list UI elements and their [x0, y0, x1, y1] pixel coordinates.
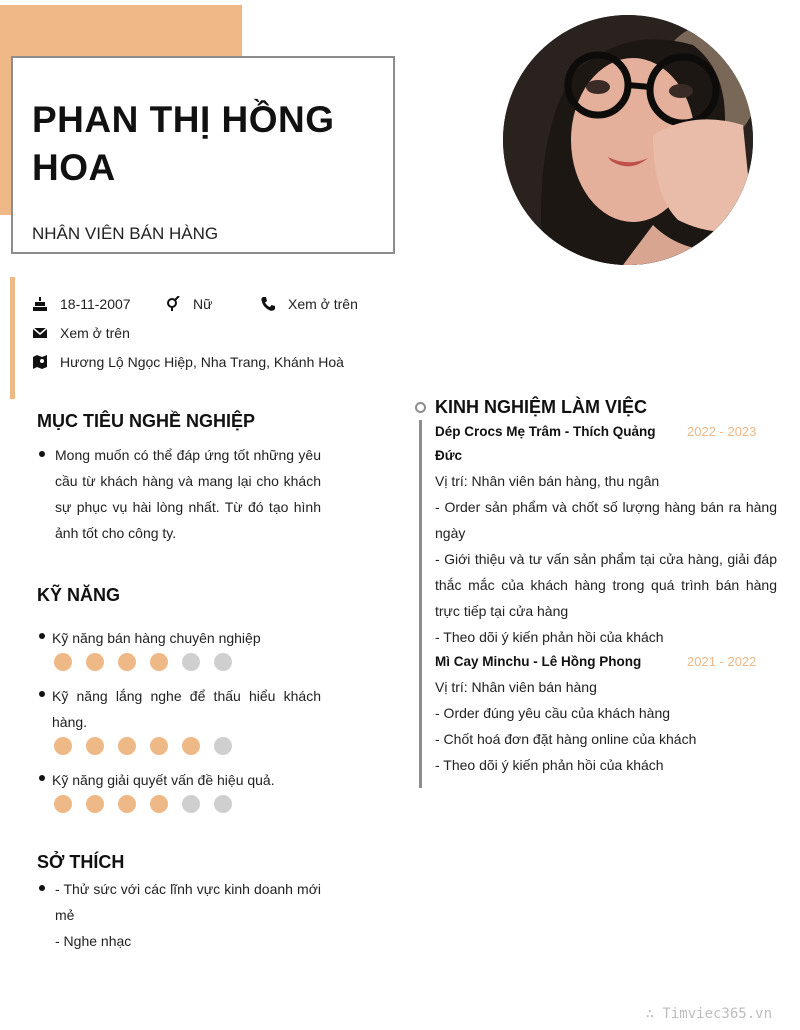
job-title: NHÂN VIÊN BÁN HÀNG: [32, 224, 219, 243]
objective-text: Mong muốn có thể đáp ứng tốt những yêu cầu từ khách hàng và mang lại cho khách sự phục vụ hài lòng nhất. Từ đó tạo hình ảnh tốt cho công ty.: [55, 447, 321, 541]
address-item: [32, 354, 344, 370]
skill-rating: [54, 795, 232, 813]
watermark: [646, 1006, 772, 1022]
job-dates: 2022 - 2023: [687, 424, 757, 439]
skill-dot-empty: [214, 653, 232, 671]
skill-dot-filled: [182, 737, 200, 755]
job-duty: - Theo dõi ý kiến phản hồi của khách: [435, 629, 664, 645]
bullet-dot: [39, 451, 45, 457]
experience-title: KINH NGHIỆM LÀM VIỆC: [435, 397, 648, 417]
objective-title: MỤC TIÊU NGHỀ NGHIỆP: [37, 411, 256, 431]
skill-dot-empty: [214, 737, 232, 755]
skill-dot-empty: [182, 653, 200, 671]
map-marker-icon: [32, 354, 48, 370]
skill-dot-filled: [54, 795, 72, 813]
bullet-dot: [39, 775, 45, 781]
phone-item: [260, 296, 358, 312]
candidate-name: PHAN THỊ HỒNG HOA: [32, 99, 335, 188]
skill-dot-filled: [86, 653, 104, 671]
envelope-icon: [32, 325, 48, 341]
skill-label: Kỹ năng bán hàng chuyên nghiệp: [52, 630, 261, 646]
watermark-text: Timviec365.vn: [662, 1006, 772, 1022]
email-value: Xem ở trên: [60, 325, 130, 341]
birthday-value: 18-11-2007: [60, 296, 131, 312]
profile-photo: [503, 15, 753, 265]
gender-icon: [165, 296, 181, 312]
name-box: [11, 56, 395, 254]
skill-dot-empty: [182, 795, 200, 813]
skill-dot-filled: [150, 737, 168, 755]
skill-dot-filled: [86, 737, 104, 755]
job-duty: - Chốt hoá đơn đặt hàng online của khách: [435, 731, 697, 747]
phone-icon: [260, 296, 276, 312]
skill-rating: [54, 737, 232, 755]
job-position: Vị trí: Nhân viên bán hàng: [435, 679, 597, 695]
gender-value: Nữ: [193, 296, 213, 312]
skill-label: Kỹ năng lắng nghe để thấu hiểu khách hàng.: [52, 688, 321, 730]
watermark-logo-icon: ∴: [645, 1006, 663, 1022]
skills-title: KỸ NĂNG: [37, 585, 121, 605]
job-position: Vị trí: Nhân viên bán hàng, thu ngân: [435, 473, 660, 489]
hobby-item: - Thử sức với các lĩnh vực kinh doanh mới mẻ: [55, 881, 321, 923]
bullet-dot: [39, 691, 45, 697]
contact-info: [10, 277, 405, 399]
birthday-item: [32, 296, 131, 312]
skill-dot-filled: [54, 737, 72, 755]
skill-dot-filled: [118, 737, 136, 755]
job-dates: 2021 - 2022: [687, 654, 757, 669]
job-duty: - Order đúng yêu cầu của khách hàng: [435, 705, 671, 721]
job-duty: - Theo dõi ý kiến phản hồi của khách: [435, 757, 664, 773]
hobby-item: - Nghe nhạc: [55, 933, 132, 949]
profile-photo-illustration: [503, 15, 753, 265]
address-value: Hương Lộ Ngọc Hiệp, Nha Trang, Khánh Hoà: [60, 354, 344, 370]
timeline-circle: [415, 402, 426, 413]
job-company: Mì Cay Minchu - Lê Hồng Phong: [435, 654, 642, 669]
gender-item: [165, 296, 212, 312]
timeline-line: [419, 420, 422, 788]
skill-label: Kỹ năng giải quyết vấn đề hiệu quả.: [52, 772, 275, 788]
bullet-dot: [39, 885, 45, 891]
bullet-dot: [39, 633, 45, 639]
skill-dot-filled: [150, 653, 168, 671]
email-item: [32, 325, 130, 341]
skill-dot-filled: [86, 795, 104, 813]
skill-dot-filled: [150, 795, 168, 813]
skill-dot-filled: [118, 653, 136, 671]
job-duty: - Giới thiệu và tư vấn sản phẩm tại cửa hàng, giải đáp thắc mắc của khách hàng trong quá trình bán hàng trực tiếp tại cửa hàng: [435, 551, 777, 619]
hobbies-title: SỞ THÍCH: [37, 852, 125, 872]
phone-value: Xem ở trên: [288, 296, 358, 312]
job-company: Dép Crocs Mẹ Trâm - Thích Quảng Đức: [435, 424, 656, 463]
birthday-cake-icon: [32, 296, 48, 312]
skill-dot-empty: [214, 795, 232, 813]
skill-dot-filled: [118, 795, 136, 813]
job-duty: - Order sản phẩm và chốt số lượng hàng bán ra hàng ngày: [435, 499, 777, 541]
skill-rating: [54, 653, 232, 671]
skill-dot-filled: [54, 653, 72, 671]
